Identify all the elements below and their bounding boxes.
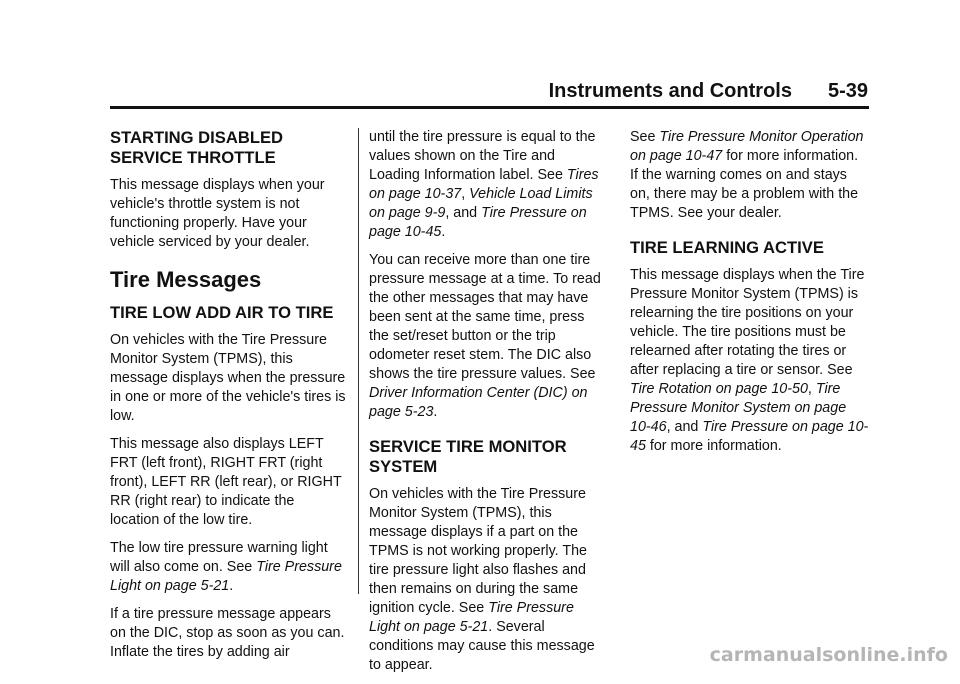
cross-reference-link[interactable]: Tire Pressure on page 10-45 <box>630 419 869 454</box>
heading-tire-messages: Tire Messages <box>110 267 262 292</box>
paragraph: See Tire Pressure Monitor Operation on page 10-47 for more information. If the warning comes on and stays on, there may be a problem with the TPMS. See your dealer. <box>630 129 864 221</box>
column-2 <box>369 128 606 684</box>
heading-starting-disabled: STARTING DISABLED SERVICE THROTTLE <box>110 128 284 167</box>
section-title: Instruments and Controls <box>548 80 792 102</box>
paragraph: This message also displays LEFT FRT (left front), RIGHT FRT (right front), LEFT RR (left rear), or RIGHT RR (right rear) to indicate the location of the low tire. <box>110 436 342 528</box>
paragraph: The low tire pressure warning light will also come on. See Tire Pressure Light on page 5-21. <box>110 540 342 594</box>
column-1 <box>110 128 347 671</box>
paragraph: until the tire pressure is equal to the values shown on the Tire and Loading Information label. See Tires on page 10-37, Vehicle Load Limits on page 9-9, and Tire Pressure on page 10-45. <box>369 129 599 240</box>
cross-reference-link[interactable]: Tire Rotation on page 10-50 <box>630 381 808 397</box>
watermark: carmanualsonline.info <box>709 644 948 666</box>
header-rule <box>110 106 869 109</box>
cross-reference-link[interactable]: Tire Pressure Monitor System on page 10-46 <box>630 381 847 435</box>
paragraph: On vehicles with the Tire Pressure Monitor System (TPMS), this message displays if a part on the TPMS is not working properly. The tire pressure light also flashes and then remains on during the same ignition cycle. See Tire Pressure Light on page 5-21. Several conditions may cause this message to appear. <box>369 486 595 673</box>
paragraph: This message displays when your vehicle's throttle system is not functioning properly. Have your vehicle serviced by your dealer. <box>110 177 325 250</box>
paragraph: On vehicles with the Tire Pressure Monitor System (TPMS), this message displays when the pressure in one or more of the vehicle's tires is low. <box>110 332 346 424</box>
cross-reference-link[interactable]: Tire Pressure Light on page 5-21 <box>369 600 574 635</box>
paragraph: You can receive more than one tire pressure message at a time. To read the other messages that may have been sent at the same time, press the set/reset button or the trip odometer reset stem. The DIC also shows the tire pressure values. See Driver Information Center (DIC) on page 5-23. <box>369 252 601 420</box>
heading-service-tire-monitor: SERVICE TIRE MONITOR SYSTEM <box>369 437 567 476</box>
heading-tire-low: TIRE LOW ADD AIR TO TIRE <box>110 303 334 322</box>
paragraph: If a tire pressure message appears on the DIC, stop as soon as you can. Inflate the tires by adding air <box>110 606 345 660</box>
column-3 <box>630 128 869 465</box>
cross-reference-link[interactable]: Tire Pressure Light on page 5-21 <box>110 559 342 594</box>
cross-reference-link[interactable]: Vehicle Load Limits on page 9-9 <box>369 186 593 221</box>
cross-reference-link[interactable]: Tire Pressure Monitor Operation on page 10-47 <box>630 129 864 164</box>
cross-reference-link[interactable]: Tire Pressure on page 10-45 <box>369 205 587 240</box>
paragraph: This message displays when the Tire Pressure Monitor System (TPMS) is relearning the tire positions on your vehicle. The tire positions must be relearned after rotating the tires or after replacing a tire or sensor. See Tire Rotation on page 10-50, Tire Pressure Monitor System on page 10-46, and Tire Pressure on page 10-45 for more information. <box>630 267 869 454</box>
heading-tire-learning-active: TIRE LEARNING ACTIVE <box>630 238 824 257</box>
column-divider <box>358 128 359 594</box>
cross-reference-link[interactable]: Tires on page 10-37 <box>369 167 599 202</box>
cross-reference-link[interactable]: Driver Information Center (DIC) on page 5-23 <box>369 385 588 420</box>
running-header <box>549 80 868 103</box>
page-number: 5-39 <box>827 80 868 102</box>
